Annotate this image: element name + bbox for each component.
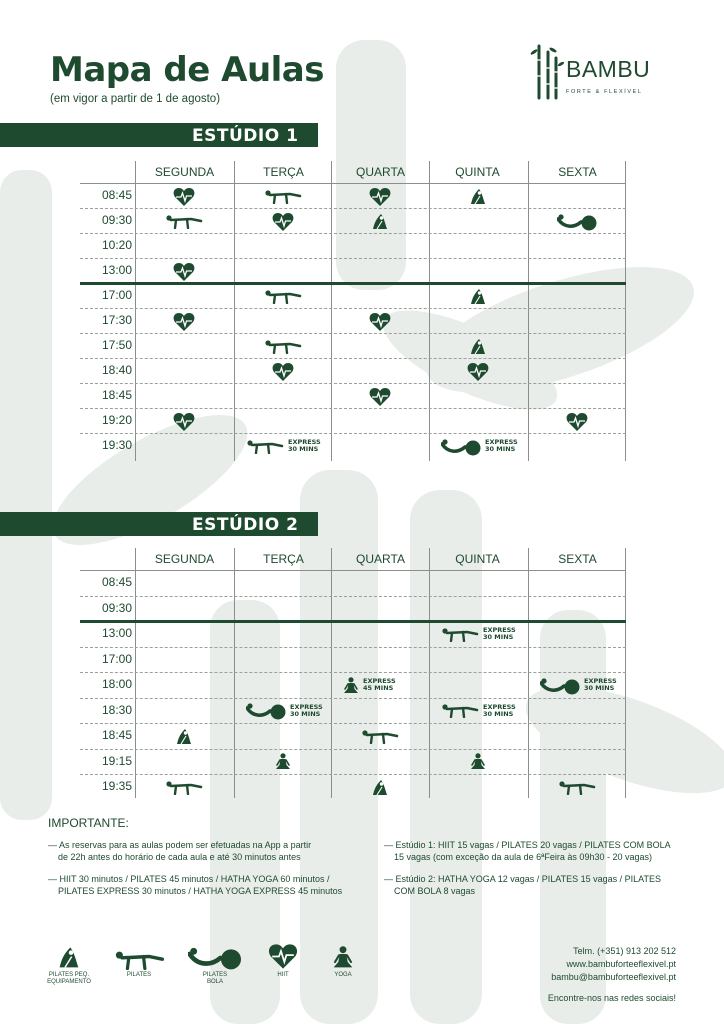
section-divider [80, 620, 626, 623]
pilates-icon [104, 942, 174, 970]
express-label: EXPRESS 30 MINS [290, 702, 323, 718]
grid-vline [429, 548, 430, 798]
pilates-class-icon [264, 340, 302, 359]
legend-label: PILATES [202, 972, 228, 978]
time-slot: 13:00 [101, 263, 132, 277]
grid-hline [80, 570, 626, 571]
important-title: IMPORTANTE: [48, 816, 129, 830]
grid-vline [429, 161, 430, 461]
studio1-schedule [80, 161, 626, 461]
equip-class-icon [470, 338, 486, 361]
day-header: TERÇA [263, 165, 304, 179]
grid-hline [80, 672, 626, 673]
hiit-class-icon [467, 362, 489, 387]
bola-icon [180, 942, 250, 970]
grid-hline [80, 358, 626, 359]
day-header: SEGUNDA [154, 165, 215, 179]
grid-hline [80, 383, 626, 384]
pilates-class-icon [558, 781, 596, 800]
grid-vline [625, 548, 626, 798]
contact-phone: Telm. (+351) 913 202 512 [573, 946, 676, 956]
pilates-class-icon [264, 290, 302, 309]
note-line: COM BOLA 8 vagas [394, 885, 476, 896]
brand-logo [530, 42, 680, 102]
note-durations [48, 874, 342, 897]
contact-email[interactable]: bambu@bambuforteeflexivel.pt [551, 972, 676, 982]
hiit-class-icon [173, 262, 195, 287]
note-line: — Estúdio 1: HIIT 15 vagas / PILATES 20 vagas / PILATES COM BOLA [384, 840, 671, 850]
express-label: EXPRESS 30 MINS [485, 438, 518, 453]
grid-vline [135, 548, 136, 798]
hiit-class-icon [369, 387, 391, 412]
day-header: QUINTA [455, 165, 500, 179]
contact-social: Encontre-nos nas redes sociais! [547, 993, 676, 1003]
grid-hline [80, 749, 626, 750]
page-title: Mapa de Aulas [50, 50, 324, 90]
bola-class-icon [540, 677, 580, 700]
studio2-banner [0, 512, 318, 536]
time-slot: 19:20 [101, 413, 132, 427]
legend-label: EQUIPAMENTO [47, 979, 91, 985]
time-slot: 10:20 [101, 238, 132, 252]
pilates-class-icon [165, 781, 203, 800]
hiit-class-icon [173, 412, 195, 437]
grid-hline [80, 774, 626, 775]
grid-vline [528, 161, 529, 461]
time-slot: 09:30 [101, 213, 132, 227]
legend-item [104, 942, 174, 979]
time-slot: 17:00 [101, 288, 132, 302]
time-slot: 09:30 [101, 600, 132, 615]
equip-class-icon [176, 728, 192, 751]
legend-label: PILATES [126, 972, 152, 978]
pilates-class-icon [441, 704, 479, 723]
time-slot: 19:35 [101, 779, 132, 793]
bola-class-icon [246, 702, 286, 725]
pilates-class-icon [264, 190, 302, 209]
grid-hline [80, 208, 626, 209]
legend-item [34, 942, 104, 986]
hiit-class-icon [173, 187, 195, 212]
pilates-class-icon [361, 730, 399, 749]
grid-hline [80, 647, 626, 648]
hiit-class-icon [566, 412, 588, 437]
time-slot: 18:40 [101, 363, 132, 377]
contact-website[interactable]: www.bambuforteeflexivel.pt [566, 959, 676, 969]
day-header: QUARTA [356, 552, 405, 566]
legend-label: PILATES PEQ. [48, 972, 90, 978]
equip-class-icon [470, 288, 486, 311]
time-slot: 18:30 [101, 702, 132, 717]
grid-hline [80, 308, 626, 309]
yoga-class-icon [470, 753, 486, 776]
grid-hline [80, 333, 626, 334]
yoga-class-icon [343, 677, 359, 700]
time-slot: 19:15 [101, 753, 132, 768]
pilates-class-icon [246, 440, 284, 459]
grid-hline [80, 183, 626, 184]
day-header: SEGUNDA [154, 552, 215, 566]
grid-vline [234, 161, 235, 461]
grid-vline [331, 161, 332, 461]
yoga-class-icon [275, 753, 291, 776]
express-label: EXPRESS 30 MINS [584, 677, 617, 692]
grid-vline [331, 548, 332, 798]
grid-hline [80, 233, 626, 234]
note-studio1-capacity [384, 840, 671, 863]
studio2-title: ESTÚDIO 2 [192, 515, 299, 535]
day-header: SEXTA [558, 165, 597, 179]
note-line: — HIIT 30 minutos / PILATES 45 minutos / HATHA YOGA 60 minutos / [48, 874, 330, 884]
express-label: EXPRESS 30 MINS [483, 702, 516, 718]
studio1-banner [0, 123, 318, 147]
equip-class-icon [372, 213, 388, 236]
grid-vline [625, 161, 626, 461]
grid-hline [80, 723, 626, 724]
hiit-class-icon [173, 312, 195, 337]
hiit-class-icon [272, 362, 294, 387]
express-label: EXPRESS 30 MINS [288, 438, 321, 453]
hiit-class-icon [369, 187, 391, 212]
day-header: SEXTA [558, 552, 597, 566]
pilates-class-icon [441, 628, 479, 647]
page-subtitle: (em vigor a partir de 1 de agosto) [50, 93, 221, 105]
note-line: PILATES EXPRESS 30 minutos / HATHA YOGA EXPRESS 45 minutos [58, 885, 343, 896]
hiit-class-icon [272, 212, 294, 237]
legend-label: YOGA [334, 972, 352, 978]
hiit-class-icon [369, 312, 391, 337]
legend-label: BOLA [206, 979, 223, 985]
time-slot: 08:45 [101, 188, 132, 202]
grid-vline [234, 548, 235, 798]
time-slot: 18:45 [101, 388, 132, 402]
note-reservations [48, 840, 311, 863]
grid-vline [528, 548, 529, 798]
time-slot: 17:00 [101, 651, 132, 666]
note-studio2-capacity [384, 874, 661, 897]
legend-item [180, 942, 250, 986]
bamboo-logo-icon [530, 42, 564, 100]
day-header: TERÇA [263, 552, 304, 566]
equip-class-icon [372, 779, 388, 802]
bola-class-icon [441, 438, 481, 461]
note-line: 15 vagas (com exceção da aula de 6ªFeira às 09h30 - 20 vagas) [394, 851, 652, 862]
yoga-icon [308, 942, 378, 970]
express-label: EXPRESS 30 MINS [483, 626, 516, 641]
time-slot: 18:00 [101, 677, 132, 691]
time-slot: 19:30 [101, 438, 132, 452]
express-label: EXPRESS 45 MINS [363, 677, 396, 692]
grid-vline [135, 161, 136, 461]
time-slot: 08:45 [101, 575, 132, 589]
grid-hline [80, 433, 626, 434]
brand-name: BAMBU [566, 56, 651, 82]
day-header: QUARTA [356, 165, 405, 179]
equip-class-icon [470, 188, 486, 211]
note-line: — As reservas para as aulas podem ser efetuadas na App a partir [48, 840, 312, 850]
time-slot: 17:30 [101, 313, 132, 327]
studio1-title: ESTÚDIO 1 [192, 126, 299, 146]
brand-tagline: FORTE & FLEXÍVEL [566, 89, 643, 95]
note-line: — Estúdio 2: HATHA YOGA 12 vagas / PILATES 15 vagas / PILATES [384, 874, 661, 884]
studio2-schedule [80, 548, 626, 798]
grid-hline [80, 596, 626, 597]
legend-item [308, 942, 378, 979]
pilates-class-icon [165, 215, 203, 234]
time-slot: 13:00 [101, 626, 132, 640]
time-slot: 18:45 [101, 728, 132, 742]
grid-hline [80, 258, 626, 259]
legend-label: HIIT [277, 972, 289, 978]
section-divider [80, 282, 626, 285]
day-header: QUINTA [455, 552, 500, 566]
note-line: de 22h antes do horário de cada aula e até 30 minutos antes [58, 851, 301, 862]
bola-class-icon [557, 213, 597, 236]
time-slot: 17:50 [101, 338, 132, 352]
grid-hline [80, 408, 626, 409]
equip-icon [34, 942, 104, 970]
